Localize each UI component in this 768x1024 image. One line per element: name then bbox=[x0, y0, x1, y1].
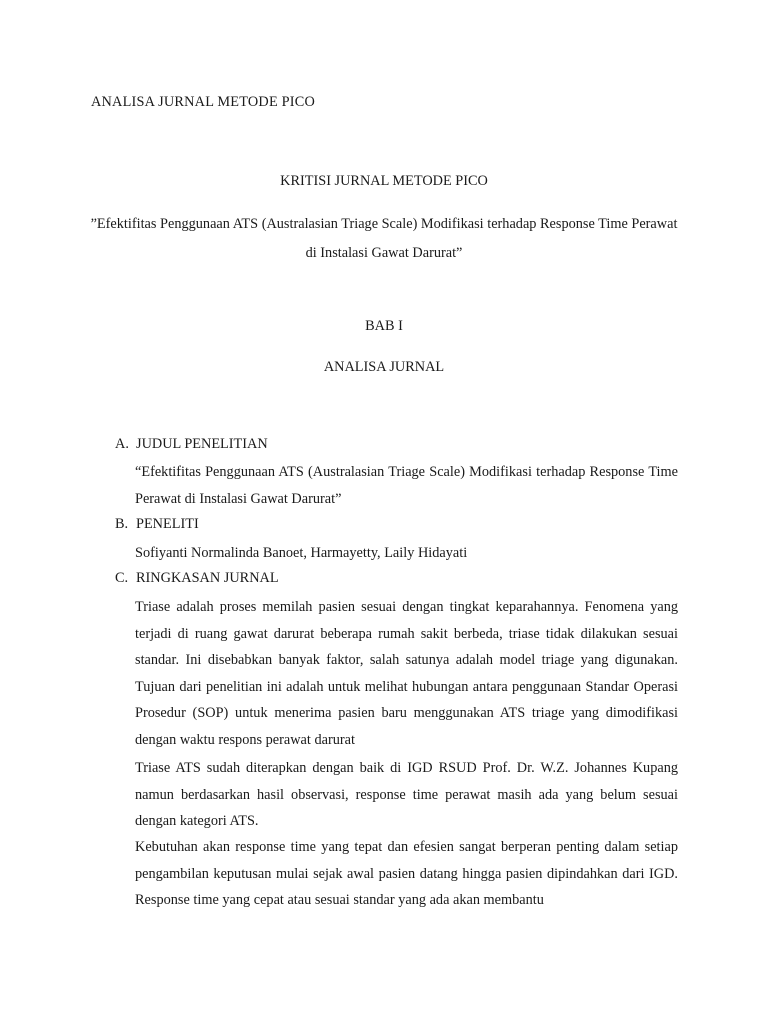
section-c-paragraph-1: Triase adalah proses memilah pasien sesuai dengan tingkat keparahannya. Fenomena yang terjadi di ruang gawat darurat beberapa rumah sakit berbeda, triase tidak dilakukan sesuai standar. Ini disebabkan banyak faktor, salah satunya adalah model triage yang digunakan. Tujuan dari penelitian ini adalah untuk melihat hubungan antara penggunaan Standar Operasi Prosedur (SOP) untuk menerima pasien baru menggunakan ATS triage yang dimodifikasi dengan waktu respons perawat darurat bbox=[135, 599, 678, 748]
section-c-heading bbox=[115, 570, 279, 587]
section-c-letter: C. bbox=[115, 570, 129, 586]
section-a-text: “Efektifitas Penggunaan ATS (Australasian Triage Scale) Modifikasi terhadap Response Time Perawat di Instalasi Gawat Darurat” bbox=[135, 464, 678, 507]
chapter-number: BAB I bbox=[365, 318, 403, 334]
section-a-letter: A. bbox=[115, 436, 129, 452]
journal-title: ”Efektifitas Penggunaan ATS (Australasian Triage Scale) Modifikasi terhadap Response Time Perawat di Instalasi Gawat Darurat” bbox=[90, 216, 678, 261]
kritisi-title: KRITISI JURNAL METODE PICO bbox=[280, 173, 488, 189]
chapter-title: ANALISA JURNAL bbox=[323, 359, 445, 375]
section-c-label: RINGKASAN JURNAL bbox=[136, 570, 279, 586]
section-b-letter: B. bbox=[115, 516, 129, 532]
section-a-label: JUDUL PENELITIAN bbox=[136, 436, 268, 452]
section-c-paragraph-2: Triase ATS sudah diterapkan dengan baik di IGD RSUD Prof. Dr. W.Z. Johannes Kupang namun berdasarkan hasil observasi, response time perawat masih ada yang belum sesuai dengan kategori ATS. bbox=[135, 760, 678, 829]
section-c-paragraph-3: Kebutuhan akan response time yang tepat dan efesien sangat berperan penting dalam setiap pengambilan keputusan mulai sejak awal pasien datang hingga pasien dipindahkan dari IGD. Response time yang cepat atau sesuai standar yang ada akan membantu bbox=[135, 839, 678, 908]
section-b-heading bbox=[115, 516, 199, 533]
section-b-label: PENELITI bbox=[136, 516, 199, 532]
section-a-heading bbox=[115, 436, 268, 453]
section-b-text: Sofiyanti Normalinda Banoet, Harmayetty, Laily Hidayati bbox=[135, 545, 468, 561]
document-heading: ANALISA JURNAL METODE PICO bbox=[91, 94, 316, 110]
